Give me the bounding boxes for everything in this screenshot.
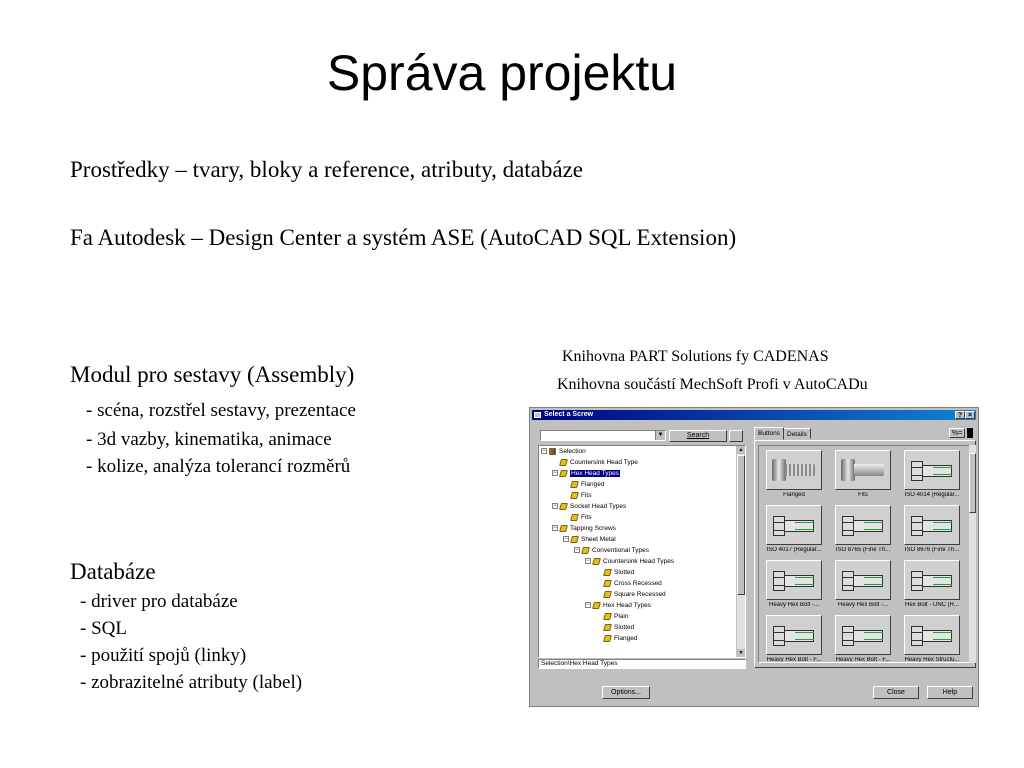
tree-node[interactable]: Slotted — [596, 623, 634, 633]
dialog-titlebar — [532, 410, 976, 420]
help-button[interactable]: Help — [927, 686, 973, 699]
screw-item[interactable]: ISO 8765 (Fine Th... — [829, 503, 897, 558]
buttons-panel — [754, 440, 976, 668]
screw-thumbnail — [835, 450, 891, 490]
database-item: - SQL — [80, 618, 127, 639]
category-tree[interactable] — [538, 445, 746, 658]
app-icon — [534, 412, 541, 418]
folder-icon — [570, 481, 579, 488]
library-icon — [549, 448, 556, 455]
screw-gallery — [758, 445, 970, 663]
folder-icon — [603, 635, 612, 642]
tree-node[interactable]: Fits — [563, 513, 591, 523]
screw-thumbnail — [904, 560, 960, 600]
database-heading: Databáze — [70, 559, 156, 584]
view-mode-button[interactable]: %= — [949, 428, 965, 438]
screw-thumbnail — [766, 560, 822, 600]
tree-node[interactable]: − Countersink Head Types — [586, 558, 675, 565]
tree-node[interactable]: Square Recessed — [596, 590, 666, 600]
close-button[interactable]: Close — [873, 686, 919, 699]
screw-item[interactable]: Hex Bolt - UNC (R... — [898, 558, 966, 613]
screw-thumbnail — [835, 505, 891, 545]
cadenas-caption: Knihovna PART Solutions fy CADENAS — [562, 348, 829, 365]
screw-item[interactable]: ISO 4017 (Regular... — [760, 503, 828, 558]
tree-node[interactable]: − Conventional Types — [575, 547, 649, 554]
tree-node[interactable]: Plain — [596, 612, 628, 622]
screw-thumbnail — [766, 505, 822, 545]
scroll-up-icon[interactable]: ▲ — [738, 447, 744, 453]
folder-icon — [581, 547, 590, 554]
scroll-down-icon[interactable]: ▼ — [738, 650, 744, 656]
screw-item[interactable]: ISO 4014 (Regular... — [898, 448, 966, 503]
folder-icon — [559, 470, 568, 477]
dialog-title: Select a Screw — [544, 411, 594, 418]
folder-icon — [570, 492, 579, 499]
screw-thumbnail — [904, 505, 960, 545]
screw-item[interactable]: Heavy Hex Bolt -... — [829, 558, 897, 613]
folder-icon — [603, 569, 612, 576]
tree-node[interactable]: − Selection — [542, 448, 586, 455]
screw-thumbnail — [766, 615, 822, 655]
screw-thumbnail — [835, 615, 891, 655]
folder-icon — [603, 613, 612, 620]
select-screw-dialog — [529, 407, 979, 707]
assembly-item: - scéna, rozstřel sestavy, prezentace — [86, 400, 356, 421]
screw-item[interactable]: Heavy Hex Bolt - F... — [829, 613, 897, 663]
screw-item[interactable]: Heavy Hex Bolt -... — [760, 558, 828, 613]
screw-item[interactable]: Flanged — [760, 448, 828, 503]
scroll-thumb[interactable] — [737, 455, 745, 595]
folder-icon — [559, 459, 568, 466]
selection-path: Selection\Hex Head Types — [538, 659, 746, 669]
gallery-scrollbar[interactable] — [969, 445, 976, 663]
autodesk-line: Fa Autodesk – Design Center a systém ASE (AutoCAD SQL Extension) — [70, 225, 737, 250]
screw-item[interactable]: Heavy Hex Bolt - F... — [760, 613, 828, 663]
tree-node[interactable]: − Socket Head Types — [553, 503, 627, 510]
tree-node[interactable]: − Hex Head Types — [586, 602, 651, 609]
assembly-item: - 3d vazby, kinematika, animace — [86, 429, 332, 450]
tab-buttons[interactable]: Buttons — [754, 427, 784, 440]
folder-icon — [592, 558, 601, 565]
folder-icon — [603, 624, 612, 631]
folder-icon — [603, 591, 612, 598]
tab-details[interactable]: Details — [783, 428, 811, 439]
help-title-button[interactable]: ? — [955, 411, 965, 419]
screw-thumbnail — [904, 450, 960, 490]
tree-node[interactable]: − Hex Head Types — [553, 470, 619, 477]
chevron-down-icon[interactable]: ▼ — [655, 431, 665, 440]
database-item: - použití spojů (linky) — [80, 645, 247, 666]
resources-line: Prostředky – tvary, bloky a reference, atributy, databáze — [70, 157, 584, 182]
tree-node[interactable]: Cross Recessed — [596, 579, 662, 589]
screw-thumbnail — [766, 450, 822, 490]
tree-node[interactable]: Countersink Head Type — [552, 458, 638, 468]
assembly-item: - kolize, analýza tolerancí rozměrů — [86, 456, 351, 477]
folder-icon — [570, 536, 579, 543]
folder-icon — [603, 580, 612, 587]
tree-scrollbar[interactable] — [736, 446, 745, 657]
tree-node[interactable]: Flanged — [563, 480, 605, 490]
extra-button[interactable] — [729, 430, 743, 442]
close-title-button[interactable]: × — [965, 411, 975, 419]
tree-node[interactable]: Slotted — [596, 568, 634, 578]
mechsoft-caption: Knihovna součástí MechSoft Profi v AutoCADu — [557, 376, 868, 393]
tree-node[interactable]: − Sheet Metal — [564, 536, 616, 543]
search-button[interactable]: Search — [669, 430, 727, 442]
folder-icon — [559, 503, 568, 510]
scroll-thumb[interactable] — [969, 453, 976, 513]
folder-icon — [559, 525, 568, 532]
search-combo[interactable] — [540, 430, 666, 441]
screw-item[interactable]: Heavy Hex Structu... — [898, 613, 966, 663]
tree-node[interactable]: − Tapping Screws — [553, 525, 616, 532]
folder-icon — [592, 602, 601, 609]
screw-item[interactable]: Fits — [829, 448, 897, 503]
screw-thumbnail — [904, 615, 960, 655]
tree-node[interactable]: Fits — [563, 491, 591, 501]
view-divider — [967, 428, 973, 438]
database-item: - zobrazitelné atributy (label) — [80, 672, 303, 693]
tree-node[interactable]: Flanged — [596, 634, 638, 644]
slide-title: Správa projektu — [326, 45, 678, 101]
screw-item[interactable]: ISO 8676 (Fine Th... — [898, 503, 966, 558]
screw-thumbnail — [835, 560, 891, 600]
database-item: - driver pro databáze — [80, 591, 238, 612]
folder-icon — [570, 514, 579, 521]
options-button[interactable]: Options... — [602, 686, 650, 699]
assembly-heading: Modul pro sestavy (Assembly) — [70, 362, 355, 387]
